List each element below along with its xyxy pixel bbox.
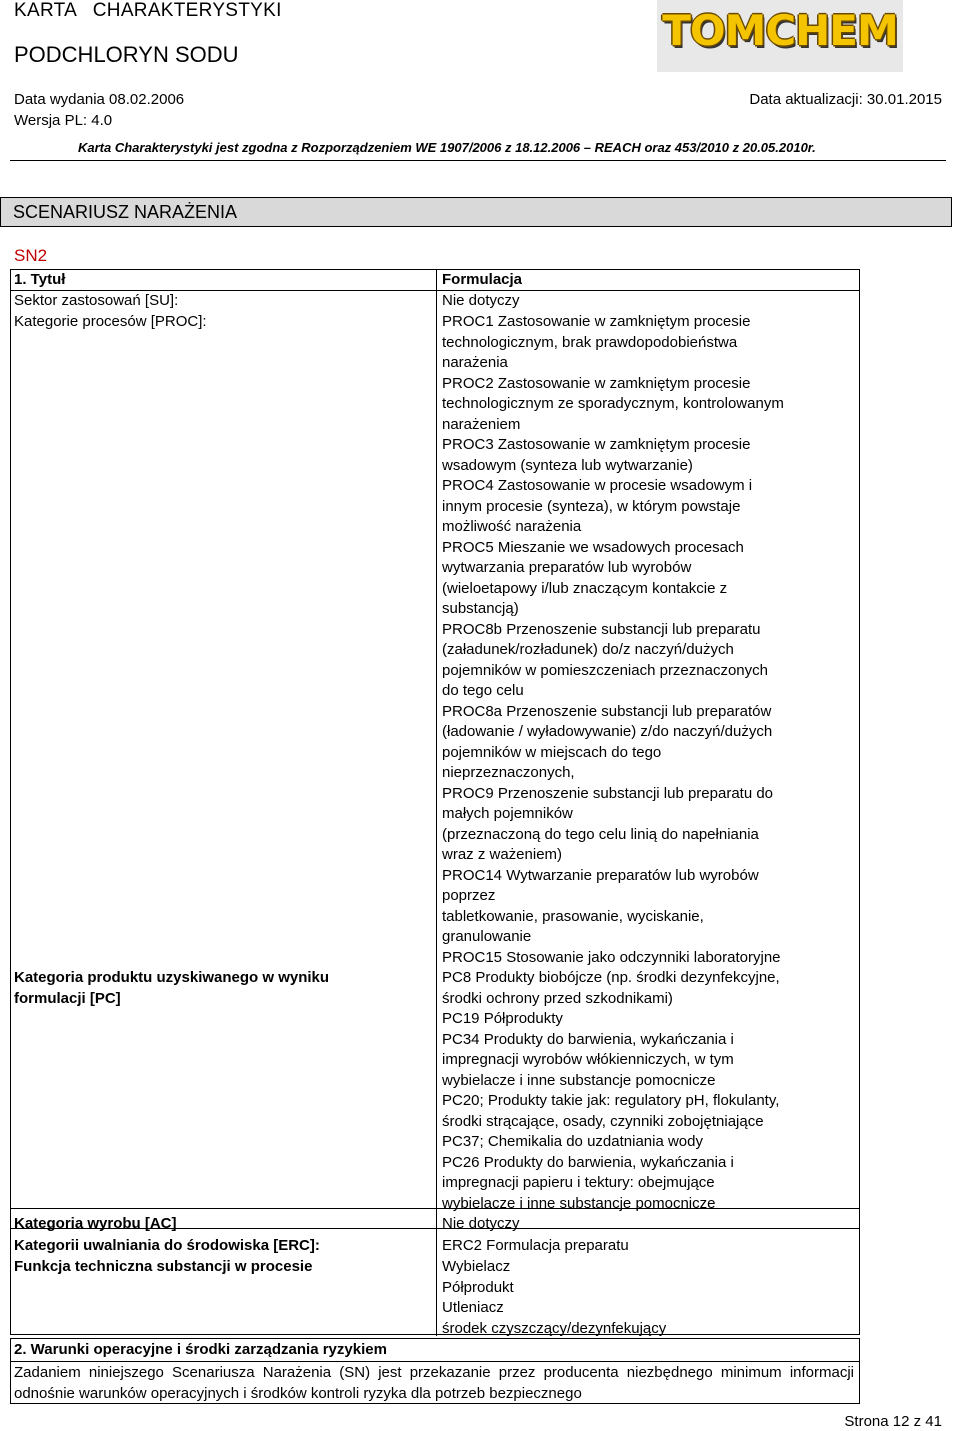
section2-divider: [11, 1361, 859, 1362]
section-banner-title: SCENARIUSZ NARAŻENIA: [13, 202, 238, 222]
pc-line: wybielacze i inne substancje pomocnicze: [442, 1194, 716, 1212]
proc-line: PROC1 Zastosowanie w zamkniętym procesie: [442, 313, 751, 330]
update-date: Data aktualizacji: 30.01.2015: [749, 91, 942, 108]
issue-date: Data wydania 08.02.2006: [14, 91, 185, 108]
proc-line: poprzez: [442, 887, 496, 904]
proc-line: wraz z ważeniem): [442, 846, 563, 863]
proc-line: (przeznaczoną do tego celu linią do napełniania: [442, 825, 759, 843]
proc-list: [442, 312, 857, 968]
proc-line: do tego celu: [442, 682, 524, 699]
section2-text: Zadaniem niniejszego Scenariusza Narażenia (SN) jest przekazanie przez producenta niezbędnego minimum informacji odnośnie warunków operacyjnych i środków kontroli ryzyka dla potrzeb bezpiecznego: [14, 1364, 854, 1402]
page-number: Strona 12 z 41: [844, 1413, 942, 1430]
title-label: 1. Tytuł: [14, 271, 66, 288]
proc-line: PROC3 Zastosowanie w zamkniętym procesie: [442, 436, 751, 453]
pc-line: PC19 Półprodukty: [442, 1010, 563, 1027]
pc-label-line: Kategoria produktu uzyskiwanego w wyniku: [14, 969, 330, 986]
su-label: Sektor zastosowań [SU]:: [14, 292, 179, 309]
proc-line: małych pojemników: [442, 805, 573, 822]
pc-list: [442, 968, 857, 1214]
pc-line: PC34 Produkty do barwienia, wykańczania i: [442, 1030, 734, 1048]
proc-line: PROC8b Przenoszenie substancji lub preparatu: [442, 620, 761, 638]
title-value: Formulacja: [442, 271, 523, 288]
pc-line: środki strącające, osady, czynniki zobojętniające: [442, 1112, 764, 1130]
function-label: Funkcja techniczna substancji w procesie: [14, 1258, 313, 1275]
pc-line: PC8 Produkty biobójcze (np. środki dezynfekcyjne,: [442, 969, 780, 986]
pc-line: impregnacji wyrobów włókienniczych, w tym: [442, 1051, 734, 1068]
proc-line: (załadunek/rozładunek) do/z naczyń/dużych: [442, 641, 734, 658]
proc-line: (wieloetapowy i/lub znaczącym kontakcie z: [442, 579, 728, 597]
function-line: środek czyszczący/dezynfekujący: [442, 1319, 667, 1337]
regulation-note: Karta Charakterystyki jest zgodna z Rozporządzeniem WE 1907/2006 z 18.12.2006 – REACH oraz 453/2010 z 20.05.2010r.: [78, 140, 816, 155]
section-banner: [0, 197, 952, 227]
proc-label: Kategorie procesów [PROC]:: [14, 313, 207, 330]
proc-line: wsadowym (synteza lub wytwarzanie): [442, 456, 693, 474]
function-line: Utleniacz: [442, 1299, 504, 1316]
company-logo: [657, 0, 903, 72]
pc-line: PC20; Produkty takie jak: regulatory pH, flokulanty,: [442, 1092, 780, 1109]
scenario-table: [10, 269, 860, 1335]
function-line: Wybielacz: [442, 1258, 511, 1275]
proc-line: PROC8a Przenoszenie substancji lub preparatów: [442, 702, 772, 720]
product-name: PODCHLORYN SODU: [14, 42, 239, 67]
proc-line: PROC5 Mieszanie we wsadowych procesach: [442, 538, 744, 556]
proc-line: PROC14 Wytwarzanie preparatów lub wyrobów: [442, 866, 759, 884]
su-value: Nie dotyczy: [442, 292, 520, 309]
proc-line: technologicznym, brak prawdopodobieństwa: [442, 333, 738, 351]
erc-label: Kategorii uwalniania do środowiska [ERC]:: [14, 1237, 320, 1254]
proc-line: (ładowanie / wyładowywanie) z/do naczyń/dużych: [442, 723, 773, 740]
table-column-divider: [436, 270, 437, 1336]
function-list: [442, 1257, 857, 1339]
proc-line: PROC15 Stosowanie jako odczynniki laboratoryjne: [442, 948, 781, 966]
ac-label: Kategoria wyrobu [AC]: [14, 1215, 177, 1232]
header-divider: [10, 160, 946, 161]
proc-line: PROC2 Zastosowanie w zamkniętym procesie: [442, 374, 751, 392]
proc-line: PROC9 Przenoszenie substancji lub preparatu do: [442, 784, 774, 802]
proc-line: granulowanie: [442, 928, 532, 945]
proc-line: substancją): [442, 600, 519, 617]
pc-line: środki ochrony przed szkodnikami): [442, 989, 673, 1007]
version: Wersja PL: 4.0: [14, 112, 113, 129]
proc-line: narażeniem: [442, 415, 521, 433]
section2-title: 2. Warunki operacyjne i środki zarządzania ryzykiem: [14, 1341, 387, 1358]
pc-line: impregnacji papieru i tektury: obejmujące: [442, 1174, 715, 1191]
pc-line: PC26 Produkty do barwienia, wykańczania i: [442, 1153, 734, 1171]
proc-line: tabletkowanie, prasowanie, wyciskanie,: [442, 907, 704, 925]
proc-line: innym procesie (synteza), w którym powstaje: [442, 497, 741, 515]
pc-line: PC37; Chemikalia do uzdatniania wody: [442, 1133, 703, 1150]
ac-value: Nie dotyczy: [442, 1215, 520, 1232]
proc-line: pojemników w pomieszczeniach przeznaczonych: [442, 661, 768, 679]
proc-line: PROC4 Zastosowanie w procesie wsadowym i: [442, 477, 753, 494]
function-line: Półprodukt: [442, 1278, 514, 1296]
proc-line: wytwarzania preparatów lub wyrobów: [442, 559, 692, 576]
proc-line: narażenia: [442, 354, 508, 371]
section2-box: [10, 1338, 860, 1404]
proc-line: technologicznym ze sporadycznym, kontrolowanym: [442, 395, 784, 412]
erc-value: ERC2 Formulacja preparatu: [442, 1237, 629, 1254]
document-type-title: KARTA CHARAKTERYSTYKI: [14, 0, 282, 21]
pc-label: [14, 968, 329, 1009]
logo-text: TOMCHEM: [662, 6, 898, 55]
scenario-code: SN2: [14, 246, 48, 265]
proc-line: nieprzeznaczonych,: [442, 764, 575, 781]
proc-line: pojemników w miejscach do tego: [442, 743, 662, 761]
pc-line: wybielacze i inne substancje pomocnicze: [442, 1071, 716, 1089]
pc-label-line: formulacji [PC]: [14, 989, 121, 1007]
proc-line: możliwość narażenia: [442, 518, 582, 535]
